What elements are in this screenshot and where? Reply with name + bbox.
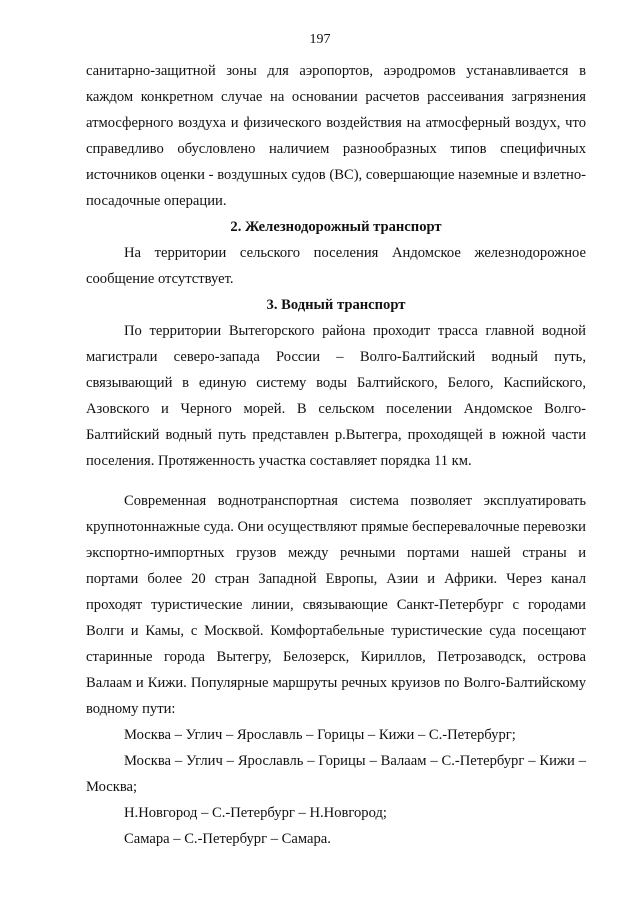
heading-rail-transport: 2. Железнодорожный транспорт: [230, 219, 442, 235]
paragraph-water-transport-system: Современная воднотранспортная система позволяет эксплуатировать крупнотоннажные суда. Они осуществляют прямые бесперевалочные перевозки экспортно-импортных грузов между речными портами нашей страны и портами более 20 стран Западной Европы, Азии и Африки. Через канал проходят туристические линии, связывающие Санкт-Петербург с городами Волги и Камы, с Москвой. Комфортабельные туристические суда посещают старинные города Вытегру, Белозерск, Кириллов, Петрозаводск, острова Валаам и Кижи. Популярные маршруты речных круизов по Волго-Балтийскому водному пути:: [86, 493, 586, 717]
paragraph-gap: [86, 474, 586, 488]
route-item: Самара – С.-Петербург – Самара.: [124, 831, 331, 847]
heading-water-transport: 3. Водный транспорт: [266, 297, 406, 313]
paragraph-water-route: По территории Вытегорского района проходит трасса главной водной магистрали северо-запада России – Волго-Балтийский водный путь, связывающий в единую систему воды Балтийского, Белого, Каспийского, Азовского и Черного морей. В сельском поселении Андомское Волго-Балтийский водный путь представлен р.Вытегра, проходящей в южной части поселения. Протяженность участка составляет порядка 11 км.: [86, 323, 586, 469]
paragraph-rail: На территории сельского поселения Андомское железнодорожное сообщение отсутствует.: [86, 245, 586, 287]
route-item: Н.Новгород – С.-Петербург – Н.Новгород;: [124, 805, 387, 821]
document-body: [86, 58, 586, 852]
route-item: Москва – Углич – Ярославль – Горицы – Кижи – С.-Петербург;: [124, 727, 516, 743]
paragraph-aviation-continued: санитарно-защитной зоны для аэропортов, аэродромов устанавливается в каждом конкретном случае на основании расчетов рассеивания загрязнения атмосферного воздуха и физического воздействия на атмосферный воздух, что справедливо обусловлено наличием разнообразных типов специфичных источников оценки - воздушных судов (ВС), совершающие наземные и взлетно-посадочные операции.: [86, 63, 586, 209]
route-item: Москва – Углич – Ярославль – Горицы – Валаам – С.-Петербург – Кижи – Москва;: [86, 753, 586, 795]
page-number: 197: [309, 32, 331, 47]
